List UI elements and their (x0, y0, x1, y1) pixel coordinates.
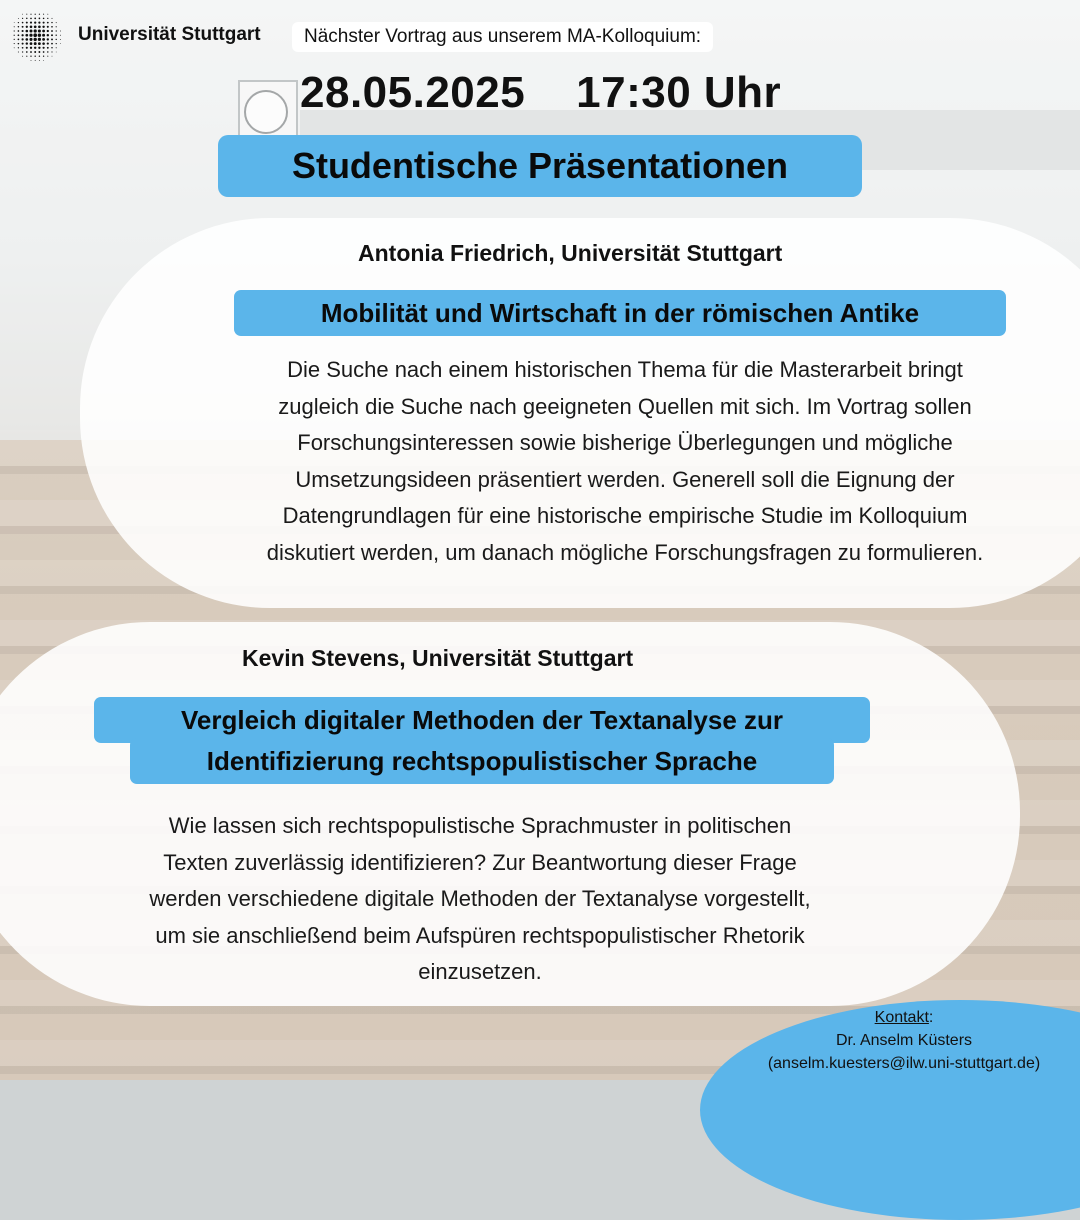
logo-dot (22, 14, 23, 15)
logo-dot (43, 22, 45, 24)
logo-dot (22, 51, 23, 52)
logo-dot (47, 14, 48, 15)
logo-dot (25, 34, 28, 37)
contact-label: Kontakt (874, 1009, 929, 1026)
logo-dot (42, 34, 45, 37)
logo-dot (30, 42, 33, 45)
logo-dot (56, 43, 57, 44)
logo-dot (22, 38, 24, 40)
event-date: 28.05.2025 (300, 68, 526, 117)
logo-dot (55, 34, 56, 35)
logo-dot (34, 42, 37, 45)
logo-dot (34, 38, 37, 41)
logo-dot (52, 56, 53, 57)
logo-dot (29, 34, 32, 37)
logo-dot (22, 43, 24, 45)
logo-dot (47, 26, 49, 28)
logo-dot (42, 42, 45, 45)
abstract-line: um sie anschließend beim Aufspüren rechtspopulistischer Rhetorik (155, 922, 805, 948)
logo-dot (56, 39, 57, 40)
abstract-line: Forschungsinteressen sowie bisherige Überlegungen und mögliche (297, 430, 953, 455)
logo-dot (26, 30, 29, 33)
logo-dot (18, 22, 19, 23)
logo-dot (26, 51, 28, 53)
logo-dot (51, 30, 53, 32)
logo-dot (43, 14, 44, 15)
logo-dot (14, 39, 15, 40)
logo-dot (60, 43, 61, 44)
event-title: Studentische Präsentationen (218, 135, 862, 197)
logo-dot (22, 30, 24, 32)
logo-dot (35, 60, 36, 61)
logo-dot (42, 38, 45, 41)
logo-dot (18, 47, 19, 48)
talk-1-topic: Mobilität und Wirtschaft in der römischen Antike (234, 290, 1006, 336)
logo-dot (47, 34, 49, 36)
logo-dot (22, 56, 23, 57)
logo-dot (14, 30, 15, 31)
talk-2-abstract (60, 808, 900, 991)
logo-dot (60, 35, 61, 36)
logo-dot (38, 47, 40, 49)
logo-dot (22, 47, 24, 49)
logo-dot (31, 60, 32, 61)
logo-dot (51, 34, 53, 36)
logo-dot (30, 56, 31, 57)
talk-1-abstract (180, 352, 1070, 571)
logo-dot (47, 30, 49, 32)
logo-dot (47, 22, 49, 24)
logo-dot (21, 34, 23, 36)
logo-dot (38, 42, 41, 45)
logo-dot (18, 34, 20, 36)
logo-dot (34, 29, 37, 32)
logo-dot (47, 47, 49, 49)
logo-dot (51, 38, 53, 40)
university-name: Universität Stuttgart (78, 24, 261, 45)
logo-dot (14, 47, 15, 48)
logo-dot (33, 33, 37, 37)
logo-dot (30, 51, 32, 53)
talk-2-topic-line-2: Identifizierung rechtspopulistischer Sprache (130, 738, 834, 784)
abstract-line: Datengrundlagen für eine historische empirische Studie im Kolloquium (282, 503, 968, 528)
logo-dot (26, 47, 28, 49)
announcement-label: Nächster Vortrag aus unserem MA-Kolloquium: (292, 22, 713, 52)
logo-dot (14, 43, 15, 44)
abstract-line: Die Suche nach einem historischen Thema für die Masterarbeit bringt (287, 357, 963, 382)
logo-dot (30, 47, 32, 49)
logo-dot (56, 26, 57, 27)
logo-dot (38, 22, 40, 24)
talk-2-topic-line-1: Vergleich digitaler Methoden der Textanalyse zur (94, 697, 870, 743)
logo-dot (51, 26, 53, 28)
contact-colon: : (928, 1009, 934, 1026)
logo-dot (18, 26, 19, 27)
logo-dot (25, 38, 28, 41)
logo-dot (34, 21, 36, 23)
logo-dot (38, 38, 41, 41)
talk-1-speaker: Antonia Friedrich, Universität Stuttgart (358, 240, 783, 266)
logo-dot (34, 25, 37, 28)
logo-dot (56, 52, 57, 53)
logo-dot (30, 26, 33, 29)
logo-dot (43, 56, 44, 57)
logo-dot (56, 47, 57, 48)
logo-dot (51, 43, 53, 45)
logo-dot (42, 30, 45, 33)
talk-2-speaker: Kevin Stevens, Universität Stuttgart (242, 645, 634, 671)
logo-dot (39, 14, 40, 15)
logo-dot (34, 18, 36, 20)
logo-dot (14, 35, 15, 36)
abstract-line: Wie lassen sich rechtspopulistische Sprachmuster in politischen (168, 813, 792, 838)
logo-dot (30, 18, 32, 20)
logo-dot (43, 60, 44, 61)
logo-dot (14, 26, 15, 27)
event-datetime (300, 68, 781, 118)
logo-dot (51, 51, 52, 52)
logo-dot (26, 42, 28, 44)
logo-dot (56, 30, 57, 31)
contact-email[interactable]: (anselm.kuesters@ilw.uni-stuttgart.de) (767, 1055, 1041, 1072)
logo-dot (38, 29, 41, 32)
logo-dot (30, 30, 33, 33)
logo-dot (22, 18, 23, 19)
event-time: 17:30 Uhr (576, 68, 782, 117)
abstract-line: zugleich die Suche nach geeigneten Quellen mit sich. Im Vortrag sollen (278, 393, 972, 419)
logo-dot (26, 14, 27, 15)
abstract-line: werden verschiedene digitale Methoden der Textanalyse vorgestellt, (149, 886, 811, 911)
logo-dot (56, 22, 57, 23)
logo-dot (51, 18, 52, 19)
logo-dot (34, 47, 36, 49)
logo-dot (47, 43, 49, 45)
logo-dot (38, 51, 40, 53)
logo-dot (43, 51, 45, 53)
logo-dot (29, 38, 32, 41)
logo-dot (18, 43, 20, 45)
logo-dot (14, 22, 15, 23)
abstract-line: einzusetzen. (418, 959, 542, 984)
logo-dot (18, 39, 20, 41)
logo-dot (47, 56, 48, 57)
logo-dot (34, 55, 35, 56)
logo-dot (26, 26, 28, 28)
logo-dot (26, 22, 28, 24)
university-logo-icon (8, 8, 64, 64)
logo-dot (30, 22, 32, 24)
logo-dot (42, 26, 44, 28)
logo-dot (22, 22, 24, 24)
abstract-line: Umsetzungsideen präsentiert werden. Generell soll die Eignung der (295, 466, 955, 492)
logo-dot (47, 18, 48, 19)
logo-dot (39, 60, 40, 61)
logo-dot (18, 51, 19, 52)
logo-dot (47, 51, 48, 52)
logo-dot (22, 26, 24, 28)
logo-dot (47, 38, 49, 40)
logo-dot (43, 18, 45, 20)
logo-dot (38, 25, 41, 28)
logo-dot (30, 14, 31, 15)
logo-dot (34, 51, 36, 53)
logo-dot (39, 18, 41, 20)
logo-dot (51, 47, 52, 48)
logo-dot (39, 56, 40, 57)
logo-dot (43, 47, 45, 49)
logo-dot (18, 30, 20, 32)
logo-dot (26, 18, 27, 19)
logo-dot (26, 56, 27, 57)
abstract-line: diskutiert werden, um danach mögliche Forschungsfragen zu formulieren. (266, 539, 984, 565)
abstract-line: Texten zuverlässig identifizieren? Zur Beantwortung dieser Frage (163, 849, 797, 875)
logo-dot (18, 18, 19, 19)
logo-dot (51, 22, 52, 23)
logo-dot (60, 39, 61, 40)
contact-name: Dr. Anselm Küsters (835, 1032, 973, 1049)
logo-dot (38, 34, 41, 37)
logo-dot (60, 31, 61, 32)
contact-block (734, 1006, 1074, 1075)
logo-dot (35, 14, 36, 15)
